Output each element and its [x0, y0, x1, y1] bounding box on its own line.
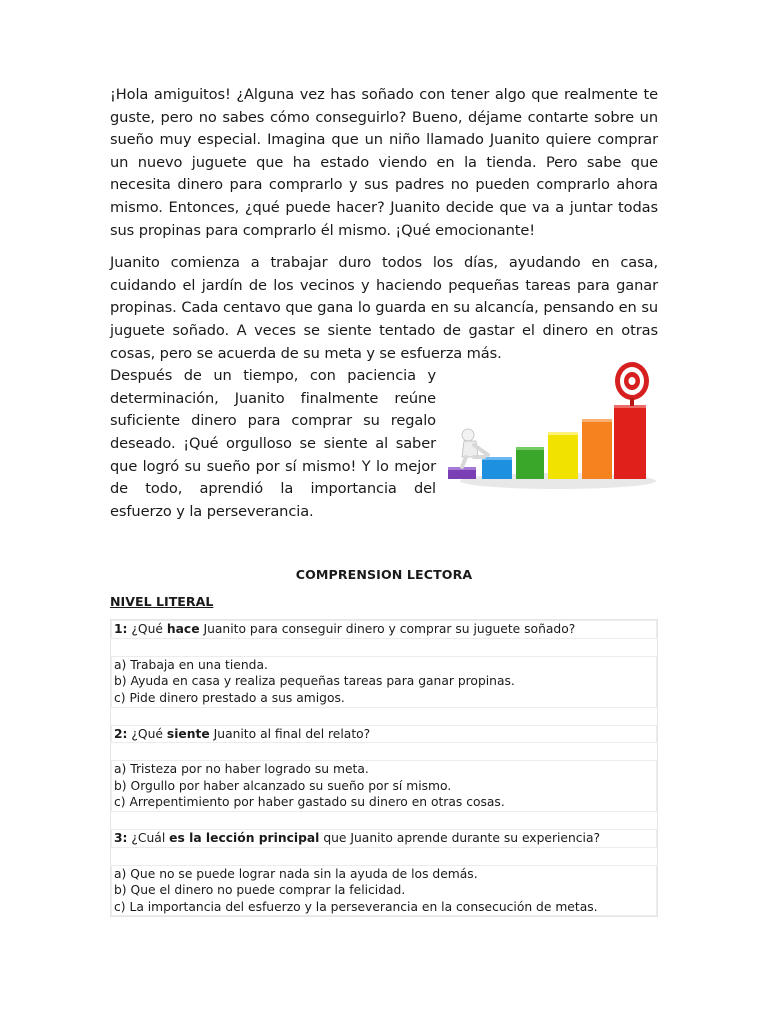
story-paragraph-3: Después de un tiempo, con paciencia y determinación, Juanito finalmente reúne suficiente dinero para comprar su regalo deseado. ¡Qué orgulloso se siente al saber que logró su sueño por sí mismo! Y lo mejor de todo, aprendió la importancia del esfuerzo y la perseverancia. [110, 367, 436, 520]
step-blue [482, 457, 512, 479]
option-c: c) Pide dinero prestado a sus amigos. [114, 691, 345, 706]
question-text: ¿Qué [127, 622, 167, 637]
question-keyword: hace [166, 622, 200, 637]
question-2-options [111, 760, 657, 812]
option-b: b) Ayuda en casa y realiza pequeñas tareas para ganar propinas. [114, 674, 515, 689]
option-b: b) Que el dinero no puede comprar la felicidad. [114, 883, 406, 898]
question-keyword: siente [166, 726, 210, 741]
option-b: b) Orgullo por haber alcanzado su sueño por sí mismo. [114, 778, 452, 793]
option-a: a) Trabaja en una tienda. [114, 657, 268, 672]
question-1 [111, 620, 657, 639]
option-c: c) Arrepentimiento por haber gastado su dinero en otras cosas. [114, 795, 505, 810]
story-paragraph-2: Juanito comienza a trabajar duro todos los días, ayudando en casa, cuidando el jardín de los vecinos y haciendo pequeñas tareas para ganar propinas. Cada centavo que gana lo guarda en su alcancía, pensando en su juguete soñado. A veces se siente tentado de gastar el dinero en otras cosas, pero se acuerda de su meta y se esfuerza más. [110, 254, 658, 362]
step-red [614, 405, 646, 479]
question-text: que Juanito aprende durante su experiencia? [319, 831, 601, 846]
stairs-to-target-icon [448, 357, 660, 497]
question-1-options [111, 656, 657, 708]
step-orange [582, 419, 612, 479]
question-number: 1: [114, 622, 128, 637]
story-wrap-block [110, 365, 658, 523]
step-green [516, 447, 544, 479]
story-paragraph-1: ¡Hola amiguitos! ¿Alguna vez has soñado con tener algo que realmente te guste, pero no sabes cómo conseguirlo? Bueno, déjame contarte sobre un sueño muy especial. Imagina que un niño llamado Juanito quiere comprar un nuevo juguete que ha estado viendo en la tienda. Pero sabe que necesita dinero para comprarlo y sus padres no pueden comprarlo ahora mismo. Entonces, ¿qué puede hacer? Juanito decide que va a juntar todas sus propinas para comprarlo él mismo. ¡Qué emocionante! [110, 86, 658, 239]
questions-list [110, 619, 658, 917]
step-yellow [548, 432, 578, 479]
target-icon [615, 362, 649, 406]
question-keyword: es la lección principal [169, 831, 320, 846]
option-a: a) Tristeza por no haber logrado su meta. [114, 762, 369, 777]
question-number: 3: [114, 831, 128, 846]
question-text: Juanito para conseguir dinero y comprar su juguete soñado? [199, 622, 576, 637]
question-3 [111, 829, 657, 848]
question-text: ¿Qué [127, 726, 167, 741]
document-page [110, 84, 658, 917]
question-text: ¿Cuál [127, 831, 170, 846]
level-title: NIVEL LITERAL [110, 594, 214, 610]
option-c: c) La importancia del esfuerzo y la perseverancia en la consecución de metas. [114, 899, 598, 914]
question-number: 2: [114, 726, 128, 741]
question-2 [111, 725, 657, 744]
option-a: a) Que no se puede lograr nada sin la ayuda de los demás. [114, 866, 478, 881]
question-text: Juanito al final del relato? [209, 726, 371, 741]
question-3-options [111, 865, 657, 917]
section-title: COMPRENSION LECTORA [295, 567, 473, 583]
